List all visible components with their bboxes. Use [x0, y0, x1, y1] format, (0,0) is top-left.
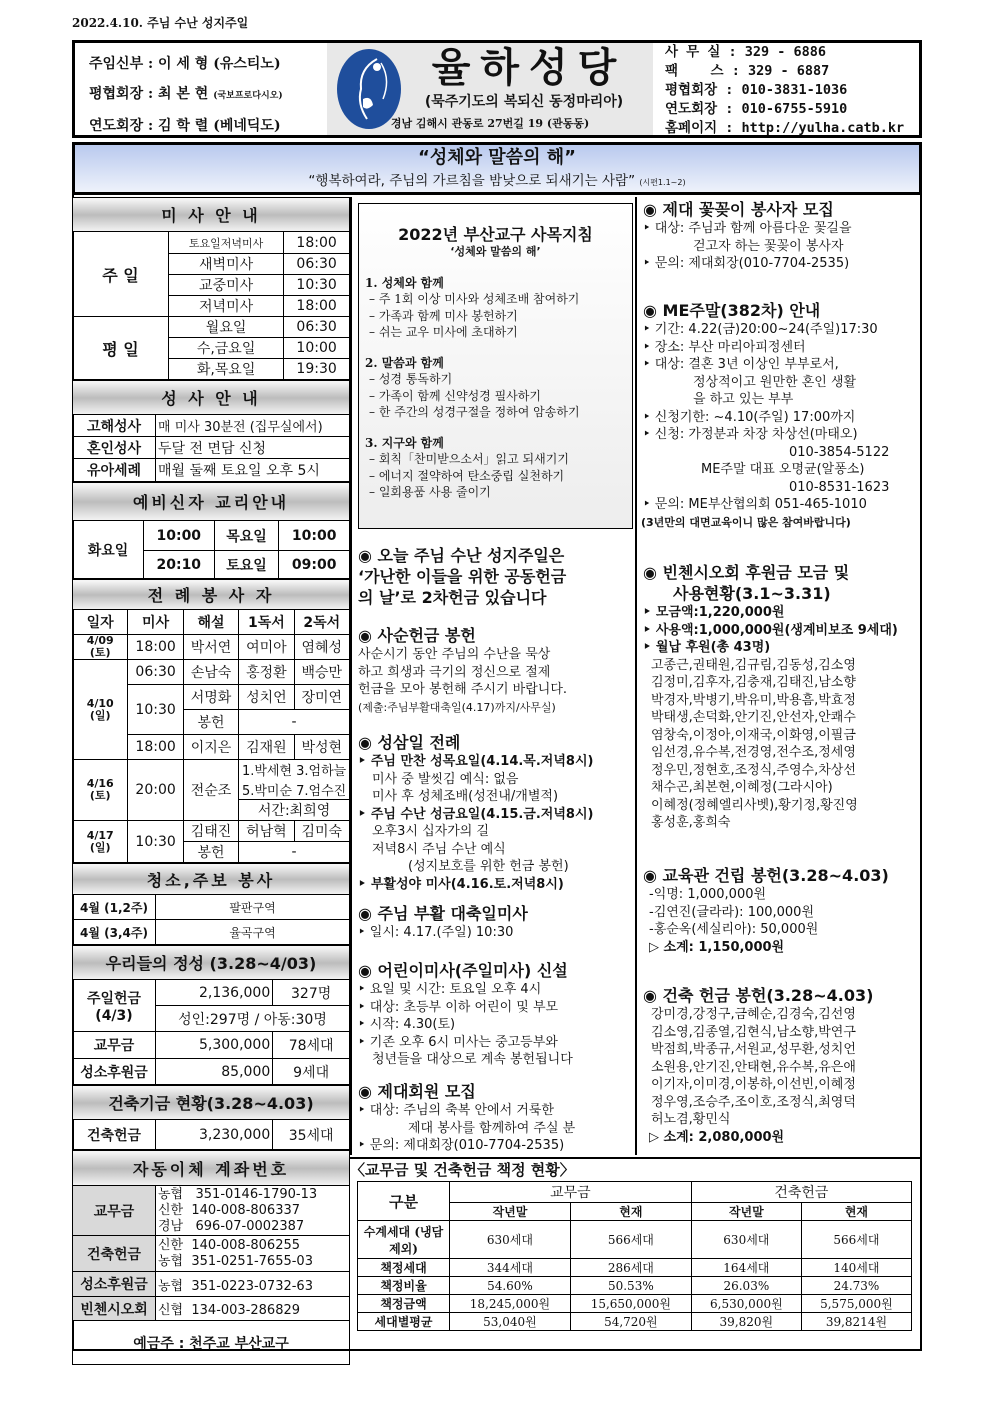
- donor-line: 염창숙,이정아,이재국,이화영,이필금: [651, 727, 856, 743]
- mass-schedule: 미 사 안 내 주 일 토요일저녁미사 18:00 새벽미사 06:30 교중미사 10:30 저녁미사 18:00 평 일 월요일 06:30 수,금요일 10:00 화,목요일 19:30: [72, 197, 350, 380]
- notice-triduum: ◉ 성삼일 전례 ‣ 주님 만찬 성목요일(4.14.목.저녁8시) 미사 중 발씻김 예식: 없음 미사 후 성체조배(성전내/개별적) ‣ 주님 수난 성금요일(4.15.금.저녁8시) 오후3시 십자가의 길 저녁8시 주님 수난 예식 (성지보호를 위한 헌금 봉헌) ‣ 부활성야 미사(4.16.토.저녁8시): [358, 733, 594, 892]
- table-cell: 164세대: [691, 1259, 801, 1277]
- assessment-status: [350, 1157, 920, 1331]
- left-column: [72, 197, 350, 1365]
- table-cell: 566세대: [570, 1221, 691, 1259]
- church-address: 경남 김해시 관동로 27번길 19 (관동동): [390, 117, 590, 130]
- notice-vincent: ◉ 빈첸시오회 후원금 모금 및 사용현황(3.1~3.31) ‣ 모금액:1,220,000원 ‣ 사용액:1,000,000원(생계비보조 9세대) ‣ 월납 후원(총 43명) 고종근,권태원,김규림,김동성,김소영 김정미,김후자,김충재,김태진,남소향 박경자,박병기,박유미,박용흠,박효정 박태생,손덕화,안기진,안선자,안쾌수 염창숙,이정아,이재국,이화영,이필금 임선경,유수복,전경영,전수조,정세영 정우민,정현호,조정식,주영수,차상선 채수곤,최본현,이혜정(그라시아) 이혜정(정혜엘리사벳),황기정,황진영 홍성훈,홍희숙: [643, 563, 898, 830]
- section-header: 성 사 안 내: [73, 381, 350, 415]
- table-cell: 26.03%: [691, 1277, 801, 1295]
- table-cell: 53,040원: [450, 1313, 571, 1331]
- table-cell: 15,650,000원: [570, 1295, 691, 1313]
- contacts: [653, 43, 919, 135]
- table-cell: 566세대: [801, 1221, 911, 1259]
- table-row: [358, 1259, 912, 1277]
- staff-prayer: 연도회장 : 김 학 렬 (베네딕도): [89, 118, 281, 134]
- bank-accounts: 자동이체 계좌번호 교무금 농협 351-0146-1790-13 신한 140-008-806337 경남 696-07-0002387 건축헌금 신한 140-008-806255 농협 351-0251-7655-03 성소후원금 농협 351-0223-0732-63 빈첸시오회 신협 134-003-286829 예금주 : 천주교 부산교구: [72, 1150, 350, 1365]
- notice-education-hall: ◉ 교육관 건립 봉헌(3.28~4.03) -익명: 1,000,000원 -김연진(글라라): 100,000원 -홍순옥(세실리아): 50,000원 ▷ 소계: 1,150,000원: [643, 866, 889, 955]
- donor-line: 김소영,김종열,김현식,남소향,박연구: [651, 1024, 856, 1040]
- sacrament-info: 성 사 안 내 고해성사 매 미사 30분전 (집무실에서) 혼인성사 두달 전 면담 신청 유아세례 매월 둘째 토요일 오후 5시: [72, 380, 350, 482]
- building-fund: 건축기금 현황(3.28~4.03) 건축헌금 3,230,000 35세대: [72, 1085, 350, 1150]
- contact-prayer: 연도회장 : 010-6755-5910: [665, 101, 848, 117]
- table-cell: 630세대: [691, 1221, 801, 1259]
- table-cell: 39,8214원: [801, 1313, 911, 1331]
- table-row: [358, 1295, 912, 1313]
- donor-line: 강미경,강정구,금혜순,김경숙,김선영: [651, 1007, 856, 1022]
- donor-line: 소원용,안기진,안태현,유수복,유은애: [651, 1059, 856, 1075]
- theme-quote: “행복하여라, 주님의 가르침을 밤낮으로 되새기는 사람” (시편1.1~2): [308, 173, 686, 189]
- table-cell: 39,820원: [691, 1313, 801, 1331]
- section-header: 자동이체 계좌번호: [73, 1151, 350, 1186]
- contact-council: 평협회장 : 010-3831-1036: [665, 82, 848, 98]
- donor-line: 박경자,박병기,박유미,박용흠,박효정: [651, 692, 856, 708]
- table-cell: 344세대: [450, 1259, 571, 1277]
- table-cell: 54,720원: [570, 1313, 691, 1331]
- cleaning-duty: 청소,주보 봉사 4월 (1,2주) 팔판구역 4월 (3,4주) 율곡구역: [72, 863, 350, 945]
- table-cell: 5,575,000원: [801, 1295, 911, 1313]
- theme-banner: [72, 142, 922, 195]
- donor-line: 정우민,정현호,조정식,주영수,차상선: [651, 762, 856, 778]
- donor-line: 고종근,권태원,김규림,김동성,김소영: [651, 657, 856, 673]
- donor-line: 이기자,이미경,이봉하,이선빈,이혜정: [651, 1077, 856, 1092]
- donor-line: 정우영,조승주,조이호,조정식,최영덕: [651, 1094, 856, 1110]
- middle-column: [350, 197, 637, 1155]
- theme-title: “성체와 말씀의 해”: [418, 147, 576, 168]
- notice-easter-mass: ◉ 주님 부활 대축일미사 ‣ 일시: 4.17.(주일) 10:30: [358, 904, 528, 940]
- section-header: 예비신자 교리안내: [73, 483, 350, 521]
- table-cell: 630세대: [450, 1221, 571, 1259]
- table-cell: 140세대: [801, 1259, 911, 1277]
- staff-priest: 주임신부 : 이 세 형 (유스티노): [89, 56, 281, 72]
- account-holder: 예금주 : 천주교 부산교구: [73, 1321, 350, 1365]
- table-cell: 54.60%: [450, 1277, 571, 1295]
- donor-line: 허노겸,황민식: [651, 1112, 731, 1127]
- header: [72, 40, 922, 138]
- section-header: 청소,주보 봉사: [73, 864, 350, 895]
- donor-line: 홍성훈,홍희숙: [651, 815, 731, 830]
- table-cell: 24.73%: [801, 1277, 911, 1295]
- assessment-title: 〈교무금 및 건축헌금 책정 현황〉: [350, 1157, 920, 1181]
- notice-today: ◉ 오늘 주님 수난 성지주일은 ‘가난한 이들을 위한 공동헌금 의 날’로 2차헌금 있습니다: [358, 546, 567, 607]
- notice-me-weekend: ◉ ME주말(382차) 안내 ‣ 기간: 4.22(금)20:00~24(주일)17:30 ‣ 장소: 부산 마리아피정센터 ‣ 대상: 결혼 3년 이상인 부부로서, 정상적이고 원만한 혼인 생활 을 하고 있는 부부 ‣ 신청기한: ~4.10(주일) 17:00까지 ‣ 신청: 가정분과 차장 차상선(마태오) 010-3854-5122 ME주말 대표 오명균(알퐁소) 010-8531-1623 ‣ 문의: ME부산협의회 051-465-1010 (3년만의 대면교육이니 많은 참여바랍니다): [641, 301, 890, 529]
- donor-line: 이혜정(정혜엘리사벳),황기정,황진영: [651, 797, 858, 813]
- contact-office: 사 무 실 : 329 - 6886: [665, 44, 827, 60]
- table-cell: 50.53%: [570, 1277, 691, 1295]
- table-cell: 18,245,000원: [450, 1295, 571, 1313]
- date-line: 2022.4.10. 주님 수난 성지주일: [72, 16, 249, 30]
- church-name: 율하성당: [431, 45, 627, 91]
- table-row: [358, 1277, 912, 1295]
- row-label: 책정비율: [358, 1277, 450, 1295]
- church-title-block: [327, 43, 653, 135]
- donor-line: 박점희,박종규,서원교,성무환,성치언: [651, 1042, 856, 1057]
- donor-line: 임선경,유수복,전경영,전수조,정세영: [651, 745, 856, 760]
- assessment-table: 구분 교무금 건축헌금 작년말 현재 작년말 현재 수계세대 (냉담제외) 630세대 566세대 630세대 566세대 책정세대 344세대 286세대 164세대 140세대 책정비율 54.60% 50.53% 26.03% 24.73% 책정금액 18,245,000원 15,650,000원 6,530,000원 5,575,000원 세대별평균 53,040원 54,720원 39,820원 39,8214원: [357, 1181, 912, 1331]
- catechumen-schedule: 예비신자 교리안내 화요일 10:00 목요일 10:00 20:10 토요일 09:00: [72, 482, 350, 579]
- contact-fax: 팩 스 : 329 - 6887: [665, 63, 830, 79]
- donor-line: 채수곤,최본현,이혜정(그라시아): [651, 780, 833, 795]
- liturgy-servers: 전 례 봉 사 자 일자 미사 해설 1독서 2독서 4/09 (토) 18:00 박서연 여미아 염혜성 4/10 (일) 06:30 손남숙 홍정환 백승만 10:30 서명화 성치언 장미연 봉헌 - 18:00 이지은 김재원 박성현 4/16 (토) 20:00 전순조 1.박세현 3.엄하늘 5.박미순 7.엄수진 서간:최희영 4/17 (일) 10:30 김태진 허남혁 김미숙 봉헌 -: [72, 579, 350, 863]
- section-header: 우리들의 정성 (3.28~4/03): [73, 946, 350, 980]
- notice-building-offering: ◉ 건축 헌금 봉헌(3.28~4.03) 강미경,강정구,금혜순,김경숙,김선영 김소영,김종열,김현식,남소향,박연구 박점희,박종규,서원교,성무환,성치언 소원용,안기진,안태현,유수복,유은애 이기자,이미경,이봉하,이선빈,이혜정 정우영,조승주,조이호,조정식,최영덕 허노겸,황민식 ▷ 소계: 2,080,000원: [643, 986, 874, 1145]
- homepage-link[interactable]: 홈페이지 : http://yulha.catb.kr: [665, 120, 905, 136]
- row-label: 책정세대: [358, 1259, 450, 1277]
- table-row: [358, 1221, 912, 1259]
- row-label: 책정금액: [358, 1295, 450, 1313]
- section-header: 건축기금 현황(3.28~4.03): [73, 1086, 350, 1120]
- church-patron: (묵주기도의 복되신 동정마리아): [424, 94, 624, 110]
- notice-kids-mass: ◉ 어린이미사(주일미사) 신설 ‣ 요일 및 시간: 토요일 오후 4시 ‣ 대상: 초등부 이하 어린이 및 부모 ‣ 시작: 4.30(토) ‣ 기존 오후 6시 미사는 중고등부와 청년들을 대상으로 계속 봉헌됩니다: [358, 961, 573, 1067]
- offerings: 우리들의 정성 (3.28~4/03) 주일헌금 (4/3) 2,136,000 327명 성인:297명 / 아동:30명 교무금 5,300,000 78세대 성소후원금 85,000 9세대: [72, 945, 350, 1085]
- section-header: 미 사 안 내: [73, 198, 350, 232]
- table-cell: 286세대: [570, 1259, 691, 1277]
- donor-line: 김정미,김후자,김충재,김태진,남소향: [651, 675, 856, 690]
- pastoral-guidelines-box: 2022년 부산교구 사목지침 ‘성체와 말씀의 해’ 1. 성체와 함께 – 주 1회 이상 미사와 성체조배 참여하기 – 가족과 함께 미사 봉헌하기 – 쉬는 교우 미사에 초대하기 2. 말씀과 함께 – 성경 통독하기 – 가족이 함께 신약성경 필사하기 – 한 주간의 성경구절을 정하여 암송하기 3. 지구와 함께 – 회칙「찬미받으소서」읽고 되새기기 – 에너지 절약하여 탄소중립 실천하기 – 일회용품 사용 줄이기: [358, 203, 633, 529]
- table-cell: 6,530,000원: [691, 1295, 801, 1313]
- table-row: [358, 1313, 912, 1331]
- notice-lent-offering: ◉ 사순헌금 봉헌 사순시기 동안 주님의 수난을 묵상 하고 희생과 극기의 정신으로 절제 헌금을 모아 봉헌해 주시기 바랍니다. (제출:주님부활대축일(4.17)까지/사무실): [358, 626, 568, 714]
- section-header: 전 례 봉 사 자: [73, 580, 350, 610]
- row-label: 세대별평균: [358, 1313, 450, 1331]
- donor-line: 박태생,손덕화,안기진,안선자,안쾌수: [651, 710, 856, 725]
- notice-flower: ◉ 제대 꽃꽂이 봉사자 모집 ‣ 대상: 주님과 함께 아름다운 꽃길을 걷고자 하는 꽃꽂이 봉사자 ‣ 문의: 제대회장(010-7704-2535): [643, 200, 852, 271]
- row-label: 수계세대 (냉담제외): [358, 1221, 450, 1259]
- staff-council: 평협회장 : 최 본 현 (국보프로다시오): [89, 86, 283, 102]
- notice-altar-members: ◉ 제대회원 모집 ‣ 대상: 주님의 축복 안에서 거룩한 제대 봉사를 함께하여 주실 분 ‣ 문의: 제대회장(010-7704-2535): [358, 1082, 576, 1153]
- staff-list: [75, 43, 327, 135]
